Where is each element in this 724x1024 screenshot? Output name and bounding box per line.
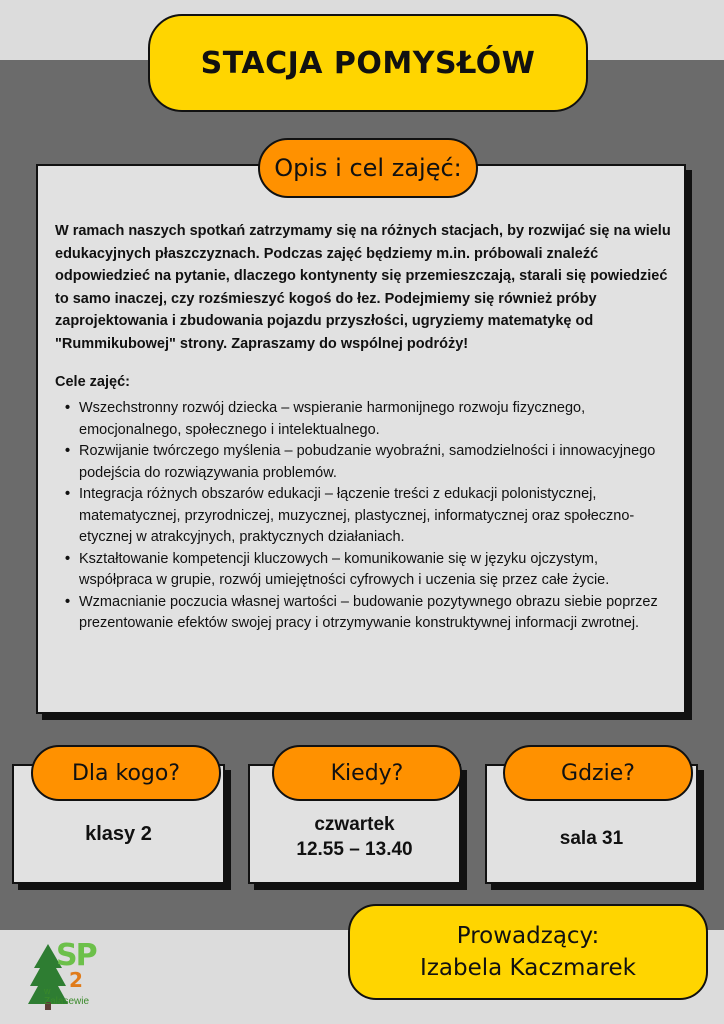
goals-list xyxy=(55,398,675,635)
when-day: czwartek xyxy=(314,814,395,835)
leader-box xyxy=(348,904,708,1000)
when-time: 12.55 – 13.40 xyxy=(296,839,413,860)
goal-item: • Wszechstronny rozwój dziecka – wspieranie harmonijnego rozwoju fizycznego, emocjonalnego, społecznego i intelektualnego. xyxy=(55,398,675,441)
goal-item: • Integracja różnych obszarów edukacji – łączenie treści z edukacji polonistycznej, matematycznej, przyrodniczej, muzycznej, plastycznej, informatycznej oraz społeczno-etycznej w atrakcyjnych, praktycznych działaniach. xyxy=(55,484,675,549)
when-value xyxy=(248,812,461,862)
logo-number: 2 xyxy=(69,968,83,992)
logo-sp: SP xyxy=(56,938,96,973)
when-heading: Kiedy? xyxy=(272,745,462,801)
logo-w: w xyxy=(44,986,51,996)
logo-town: Zalasewie xyxy=(44,996,90,1007)
goal-item: • Rozwijanie twórczego myślenia – pobudzanie wyobraźni, samodzielności i innowacyjnego podejścia do rozwiązywania problemów. xyxy=(55,441,675,484)
leader-label: Prowadzący: xyxy=(456,923,600,949)
where-heading: Gdzie? xyxy=(503,745,693,801)
where-value: sala 31 xyxy=(559,828,624,849)
for-whom-heading: Dla kogo? xyxy=(31,745,221,801)
goals-heading: Cele zajęć: xyxy=(55,374,130,390)
school-logo xyxy=(26,938,106,1010)
description-text: W ramach naszych spotkań zatrzymamy się na różnych stacjach, by rozwijać się na wielu edukacyjnych płaszczyznach. Podczas zajęć będziemy m.in. próbowali znaleźć odpowiedzieć na pytanie, dlaczego kontynenty się przemieszczają, starali się powiedzieć to samo inaczej, czy rozśmieszyć kogoś do łez. Podejmiemy się również próby zaprojektowania i zbudowania pojazdu przyszłości, ugryziemy matematykę od "Rummikubowej" strony. Zapraszamy do wspólnej podróży! xyxy=(55,223,671,352)
goal-item: • Kształtowanie kompetencji kluczowych – komunikowanie się w języku ojczystym, współpraca w grupie, rozwój umiejętności cyfrowych i uczenia się przez całe życie. xyxy=(55,549,675,592)
opis-heading: Opis i cel zajęć: xyxy=(258,138,478,198)
leader-name: Izabela Kaczmarek xyxy=(420,955,636,981)
for-whom-value: klasy 2 xyxy=(85,823,152,845)
goal-item: • Wzmacnianie poczucia własnej wartości – budowanie pozytywnego obrazu siebie poprzez prezentowanie efektów swojej pracy i otrzymywanie konstruktywnej informacji zwrotnej. xyxy=(55,592,675,635)
page-title: STACJA POMYSŁÓW xyxy=(148,14,588,112)
